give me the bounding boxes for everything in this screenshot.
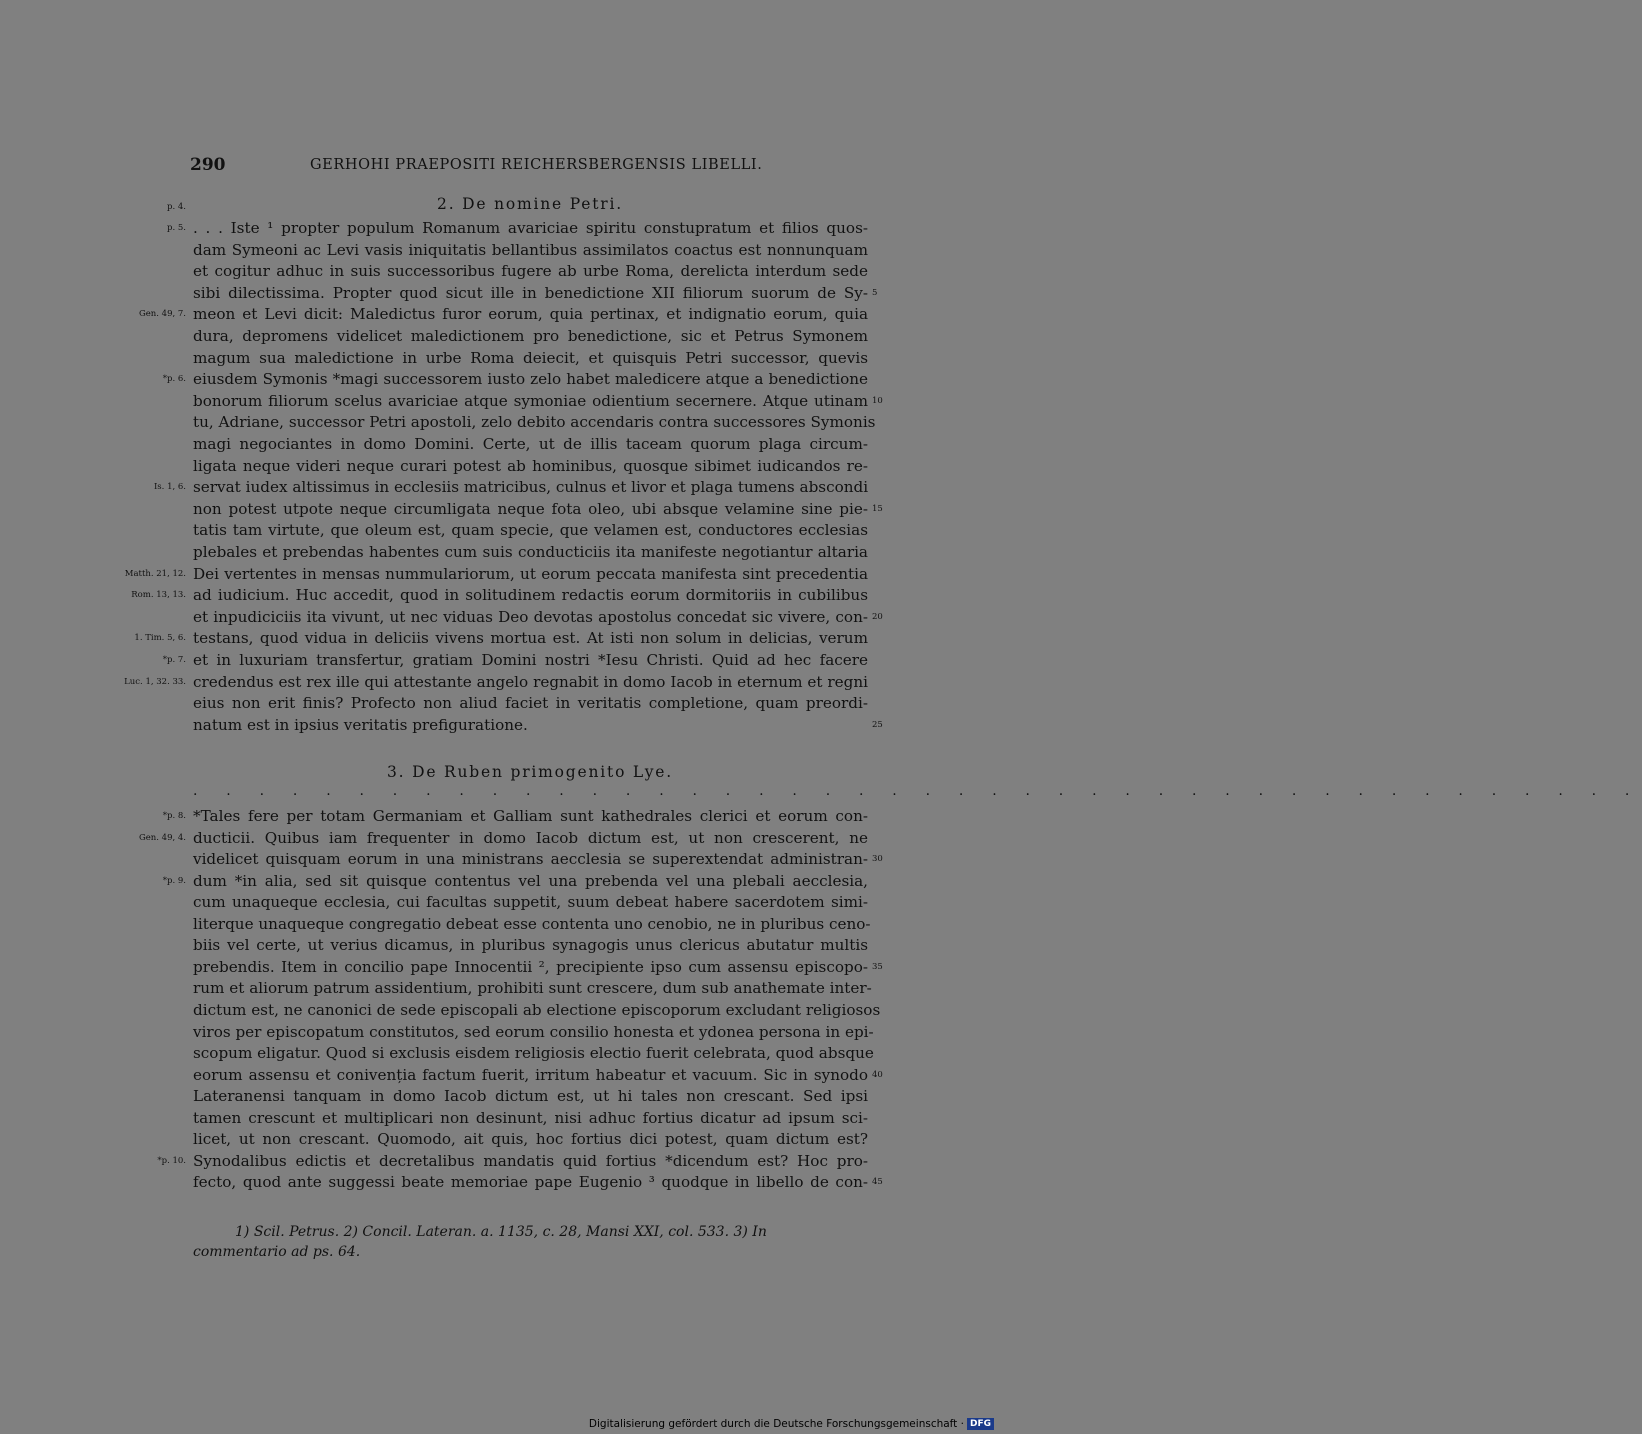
margin-reference: *p. 10.: [157, 1155, 186, 1166]
text-line: . . . Iste ¹ propter populum Romanum avariciae spiritu constupratum et filios quos-: [193, 219, 868, 237]
margin-reference: *p. 9.: [162, 875, 186, 886]
text-line: fecto, quod ante suggessi beate memoriae pape Eugenio ³ quodque in libello de con-: [193, 1173, 868, 1192]
text-line: non potest utpote neque circumligata neque fota oleo, ubi absque velamine sine pie-: [193, 499, 868, 518]
section-title-3: 3. De Ruben primogenito Lye.: [386, 763, 674, 781]
page-number: 290: [190, 155, 226, 175]
line-number: 5: [872, 287, 878, 298]
text-line: prebendis. Item in concilio pape Innocentii ², precipiente ipso cum assensu episcopo-: [193, 957, 868, 976]
footnote-line-2: commentario ad ps. 64.: [193, 1244, 361, 1260]
digitization-credit: [589, 1418, 994, 1430]
margin-reference: Luc. 1, 32. 33.: [124, 676, 186, 687]
line-number: 35: [872, 961, 883, 972]
text-line: Synodalibus edictis et decretalibus mandatis quid fortius *dicendum est? Hoc pro-: [193, 1151, 868, 1170]
text-line: credendus est rex ille qui attestante angelo regnabit in domo Iacob in eternum et regni: [193, 672, 868, 691]
line-number: 30: [872, 854, 883, 865]
margin-reference: 1. Tim. 5, 6.: [134, 633, 186, 644]
running-title: GERHOHI PRAEPOSITI REICHERSBERGENSIS LIBELLI.: [310, 157, 763, 173]
section-title-2: 2. De nomine Petri.: [437, 195, 623, 213]
text-line: meon et Levi dicit: Maledictus furor eorum, quia pertinax, et indignatio eorum, quia: [193, 305, 868, 324]
margin-reference: Matth. 21, 12.: [124, 568, 186, 579]
text-line: dictum est, ne canonici de sede episcopali ab electione episcoporum excludant religiosos: [193, 1000, 881, 1019]
text-line: literque unaqueque congregatio debeat esse contenta uno cenobio, ne in pluribus ceno-: [193, 914, 871, 933]
text-line: magi negociantes in domo Domini. Certe, ut de illis taceam quorum plaga circum-: [193, 435, 868, 453]
text-line: eiusdem Symonis *magi successorem iusto zelo habet maledicere atque a benedictione: [193, 370, 868, 389]
text-line: et cogitur adhuc in suis successoribus fugere ab urbe Roma, derelicta interdum sede: [193, 262, 868, 281]
line-number: 25: [872, 719, 883, 730]
text-line: biis vel certe, ut verius dicamus, in pluribus synagogis unus clericus abutatur multis: [193, 936, 868, 955]
line-number: 10: [872, 395, 883, 406]
text-line: dam Symeoni ac Levi vasis iniquitatis bellantibus assimilatos coactus est nonnunquam: [193, 240, 868, 259]
text-line: bonorum filiorum scelus avariciae atque symoniae odientium secernere. Atque utinam: [193, 391, 868, 410]
text-line: tu, Adriane, successor Petri apostoli, zelo debito accendaris contra successores Symonis: [193, 413, 876, 432]
dfg-logo: DFG: [967, 1418, 994, 1430]
margin-reference: Gen. 49, 4.: [138, 832, 186, 843]
margin-reference: *p. 7.: [162, 655, 186, 665]
footnote-line-1: 1) Scil. Petrus. 2) Concil. Lateran. a. 1135, c. 28, Mansi XXI, col. 533. 3) In: [235, 1224, 767, 1240]
text-line: licet, ut non crescant. Quomodo, ait quis, hoc fortius dici potest, quam dictum est?: [193, 1130, 868, 1149]
text-line: magum sua maledictione in urbe Roma deiecit, et quisquis Petri successor, quevis: [193, 348, 868, 367]
text-line: ad iudicium. Huc accedit, quod in solitudinem redactis eorum dormitoriis in cubilibus: [193, 586, 868, 605]
text-line: dura, depromens videlicet maledictionem pro benedictione, sic et Petrus Symonem: [193, 327, 868, 345]
text-line: Lateranensi tanquam in domo Iacob dictum est, ut hi tales non crescant. Sed ipsi: [193, 1087, 868, 1106]
line-number: 40: [872, 1069, 883, 1080]
text-line: scopum eligatur. Quod si exclusis eisdem religiosis electio fuerit celebrata, quod absque: [193, 1044, 874, 1063]
margin-reference: *p. 8.: [162, 811, 186, 821]
text-line: et in luxuriam transfertur, gratiam Domini nostri *Iesu Christi. Quid ad hec facere: [193, 651, 868, 669]
margin-reference: Rom. 13, 13.: [131, 590, 186, 601]
text-line: et inpudiciciis ita vivunt, ut nec viduas Deo devotas apostolus concedat sic vivere, con-: [193, 607, 868, 626]
line-number: 20: [872, 611, 883, 622]
margin-reference: Is. 1, 6.: [153, 482, 186, 493]
credit-text: Digitalisierung gefördert durch die Deutsche Forschungsgemeinschaft ·: [588, 1418, 964, 1430]
margin-reference: Gen. 49, 7.: [138, 309, 186, 320]
ellipsis-row: . . . . . . . . . . . . . . . . . . . . . . . . . . . . . . . . . . . . . . . . . . . .: [193, 783, 1642, 799]
text-line: *Tales fere per totam Germaniam et Galliam sunt kathedrales clerici et eorum con-: [193, 807, 868, 825]
text-line: tatis tam virtute, que oleum est, quam specie, que velamen est, conductores ecclesias: [193, 521, 868, 540]
text-line: testans, quod vidua in deliciis vivens mortua est. At isti non solum in delicias, verum: [193, 629, 868, 648]
margin-reference: p. 5.: [167, 223, 186, 233]
text-line: eius non erit finis? Profecto non aliud faciet in veritatis completione, quam preordi-: [193, 694, 868, 713]
text-line: rum et aliorum patrum assidentium, prohibiti sunt crescere, dum sub anathemate inter-: [193, 979, 872, 998]
text-line: natum est in ipsius veritatis prefiguratione.: [193, 715, 528, 734]
text-line: tamen crescunt et multiplicari non desinunt, nisi adhuc fortius dicatur ad ipsum sci-: [193, 1108, 868, 1127]
margin-reference: p. 4.: [167, 202, 186, 212]
margin-reference: *p. 6.: [162, 374, 186, 385]
text-line: sibi dilectissima. Propter quod sicut ille in benedictione XII filiorum suorum de Sy-: [193, 283, 868, 302]
line-number: 15: [872, 503, 883, 514]
text-line: viros per episcopatum constitutos, sed eorum consilio honesta et ydonea persona in epi-: [193, 1022, 874, 1041]
text-line: plebales et prebendas habentes cum suis conducticiis ita manifeste negotiantur altaria: [193, 543, 868, 561]
text-line: Dei vertentes in mensas nummulariorum, ut eorum peccata manifesta sint precedentia: [193, 564, 868, 583]
text-line: ducticii. Quibus iam frequenter in domo Iacob dictum est, ut non crescerent, ne: [193, 828, 868, 847]
text-line: servat iudex altissimus in ecclesiis matricibus, culnus et livor et plaga tumens abscondi: [193, 478, 869, 497]
text-line: dum *in alia, sed sit quisque contentus vel una prebenda vel una plebali aecclesia,: [193, 871, 868, 890]
text-line: ligata neque videri neque curari potest ab hominibus, quosque sibimet iudicandos re-: [193, 456, 868, 475]
running-header: [190, 155, 870, 179]
text-line: eorum assensu et conivenția factum fuerit, irritum habeatur et vacuum. Sic in synodo: [193, 1065, 868, 1084]
text-line: videlicet quisquam eorum in una ministrans aecclesia se superextendat administran-: [193, 850, 868, 869]
text-line: cum unaqueque ecclesia, cui facultas suppetit, suum debeat habere sacerdotem simi-: [193, 893, 868, 912]
line-number: 45: [872, 1177, 883, 1188]
